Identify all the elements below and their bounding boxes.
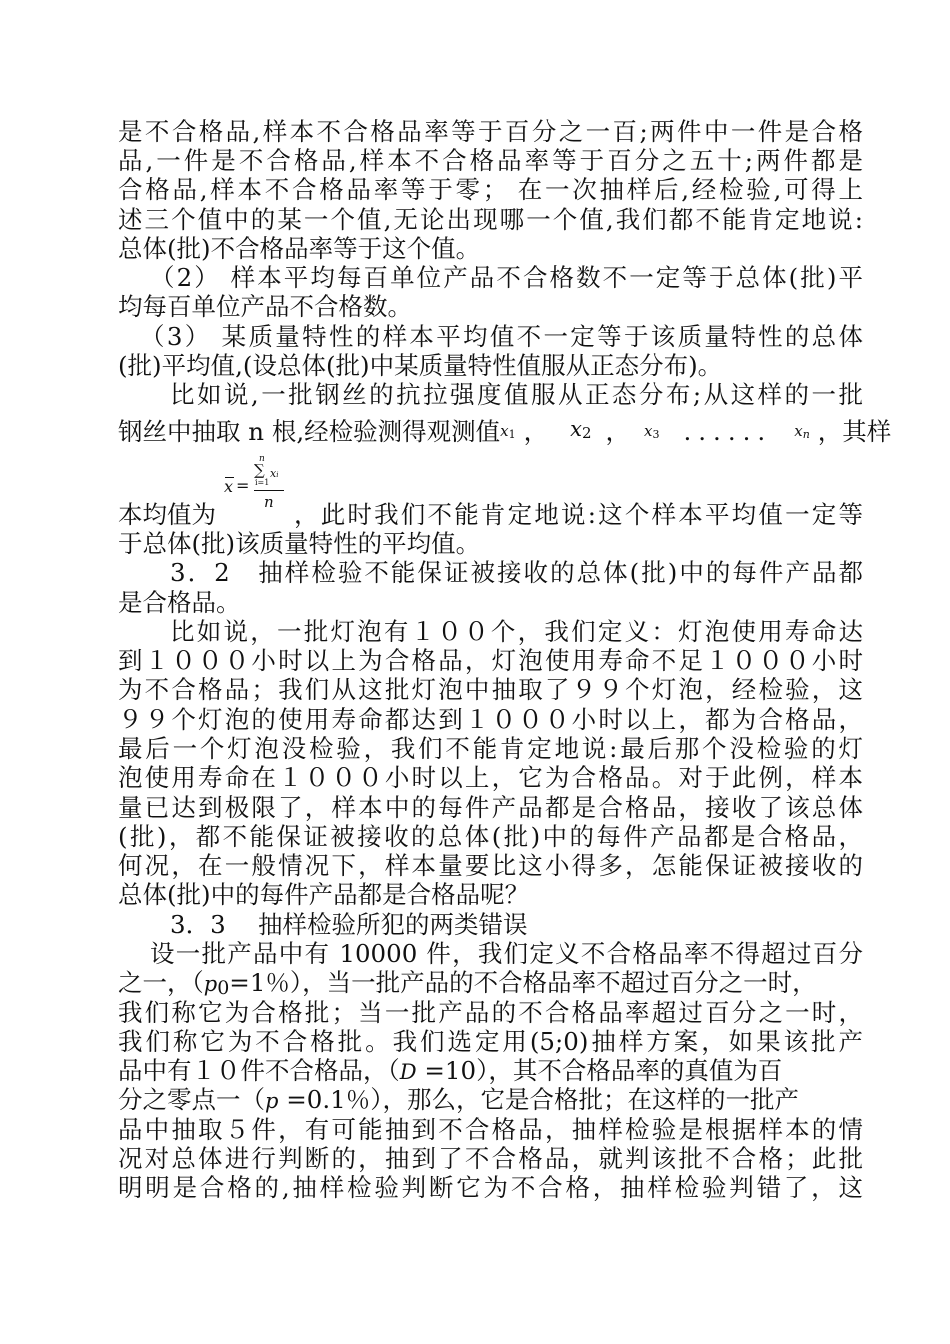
sum-upper-limit: n [259,454,265,464]
x3-subscript: 3 [652,428,660,441]
sum-term [270,467,278,480]
text-line: (批)，都不能保证被接收的总体(批)中的每件产品都是合格品， [118,822,863,851]
text-line: 是合格品。 [118,588,241,617]
text-line: 何况，在一般情况下，样本量要比这小得多，怎能保证被接收的 [118,851,863,880]
p0-var: p [203,972,218,996]
sum-icon: ∑ [254,461,265,479]
x2-symbol [570,417,591,441]
text-line: 述三个值中的某一个值,无论出现哪一个值,我们都不能肯定地说: [118,205,863,234]
text-line: 合格品,样本不合格品率等于零； 在一次抽样后,经检验,可得上 [118,175,863,204]
text-line: 最后一个灯泡没检验，我们不能肯定地说:最后那个没检验的灯 [118,734,863,763]
section-heading-3-2: 3．2 抽样检验不能保证被接收的总体(批)中的每件产品都 [170,558,863,587]
text-line: 总体(批)中的每件产品都是合格品呢？ [118,880,530,909]
x1-var: x [500,422,509,440]
term-subscript: i [276,471,279,479]
fraction-bar [254,490,284,491]
x1-subscript: 1 [508,428,516,441]
x2-var: x [570,417,582,441]
d-value: =10），其不合格品率的真值为百 [416,1056,783,1085]
text-line: 是不合格品,样本不合格品率等于百分之一百;两件中一件是合格 [118,117,863,146]
p-prefix: 分之零点一（ [118,1085,265,1114]
xn-subscript: n [802,428,810,441]
mean-label: 本均值为 [118,500,216,529]
text-line: 比如说，一批灯泡有１００个，我们定义：灯泡使用寿命达 [170,617,863,646]
text-line: 均每百单位产品不合格数。 [118,292,412,321]
xbar-symbol: x [224,477,234,496]
text-line: 泡使用寿命在１０００小时以上，它为合格品。对于此例，样本 [118,763,863,792]
separator: ， [605,417,631,446]
p0-value: =1％），当一批产品的不合格品率不超过百分之一时， [229,968,817,997]
xn-symbol [794,422,810,440]
x3-var: x [644,422,653,440]
x3-symbol [644,422,659,440]
sum-lower-limit: i=1 [255,478,270,487]
equals-sign: = [236,476,250,495]
text-line: ，此时我们不能肯定地说:这个样本平均值一定等 [294,500,863,529]
text-line: ９９个灯泡的使用寿命都达到１０００小时以上，都为合格品， [118,705,863,734]
xn-var: x [794,422,803,440]
steel-suffix: ，其样 [817,417,892,446]
text-line: 况对总体进行判断的，抽到了不合格品，就判该批不合格；此批 [118,1144,863,1173]
text-line: 明明是合格的,抽样检验判断它为不合格，抽样检验判错了，这 [118,1173,863,1202]
p-value: =0.1％），那么，它是合格批；在这样的一批产 [278,1085,799,1114]
p0-subscript: 0 [217,977,230,999]
d-prefix: 品中有１０件不合格品，（ [118,1056,400,1085]
p-symbol: p [265,1089,279,1113]
text-line: 到１０００小时以上为合格品，灯泡使用寿命不足１０００小时 [118,646,863,675]
section-heading-3-3: 3．3 抽样检验所犯的两类错误 [170,910,528,939]
text-line: 品中抽取５件，有可能抽到不合格品，抽样检验是根据样本的情 [118,1115,863,1144]
p0-line [118,968,863,998]
text-line: 比如说,一批钢丝的抗拉强度值服从正态分布;从这样的一批 [170,380,863,409]
p0-prefix: 之一，（ [118,968,204,997]
text-line: 为不合格品；我们从这批灯泡中抽取了９９个灯泡，经检验，这 [118,675,863,704]
text-line: 品,一件是不合格品,样本不合格品率等于百分之五十;两件都是 [118,146,863,175]
list-item-2: （2） 样本平均每百单位产品不合格数不一定等于总体(批)平 [150,263,863,292]
text-line: 我们称它为不合格批。我们选定用(5;0)抽样方案，如果该批产 [118,1027,863,1056]
ellipsis: ...... [683,417,773,446]
d-line [118,1056,863,1086]
text-line: 于总体(批)该质量特性的平均值。 [118,529,481,558]
text-line: 量已达到极限了，样本中的每件产品都是合格品，接收了该总体 [118,793,863,822]
p0-symbol [203,972,230,999]
text-line: (批)平均值,(设总体(批)中某质量特性值服从正态分布)。 [118,351,723,380]
text-line: 我们称它为合格批；当一批产品的不合格品率超过百分之一时， [118,998,863,1027]
p-line [118,1085,863,1115]
term-var: x [270,467,277,480]
x2-subscript: 2 [581,424,592,442]
text-line: 设一批产品中有 10000 件，我们定义不合格品率不得超过百分 [150,939,863,968]
x1-symbol [500,422,515,440]
steel-prefix: 钢丝中抽取 n 根,经检验测得观测值 [118,417,501,446]
sample-mean-formula [224,454,294,523]
list-item-3: （3） 某质量特性的样本平均值不一定等于该质量特性的总体 [140,322,863,351]
denominator: n [264,493,274,511]
separator: ， [523,417,549,446]
d-symbol: D [399,1060,417,1084]
text-line: 总体(批)不合格品率等于这个值。 [118,234,481,263]
steel-observation-line [118,414,892,446]
